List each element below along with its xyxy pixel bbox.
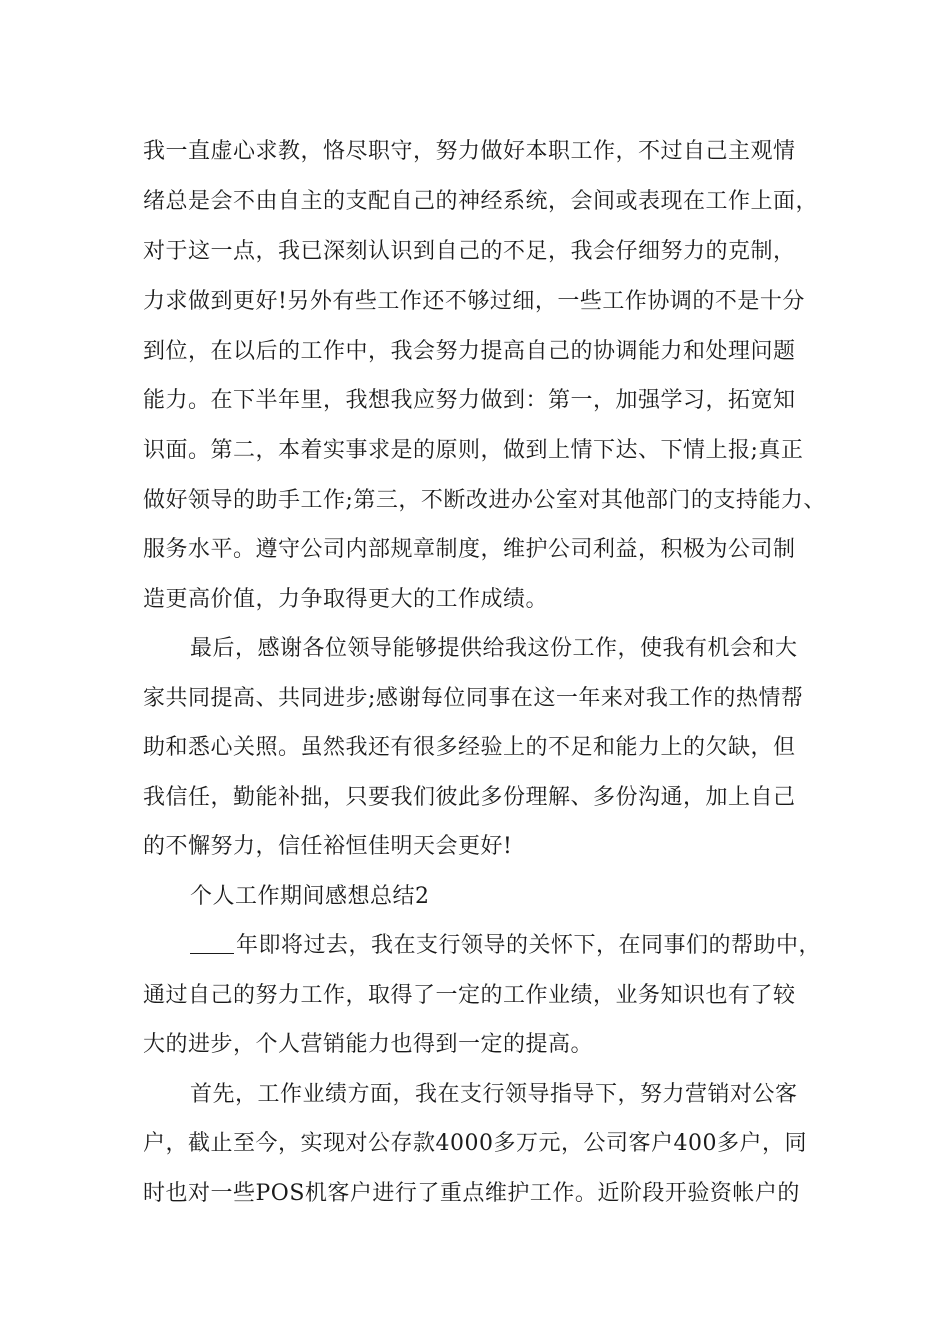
- text-line: 做好领导的助手工作;第三，不断改进办公室对其他部门的支持能力、: [143, 488, 826, 513]
- text-line: 对于这一点，我已深刻认识到自己的不足，我会仔细努力的克制，: [143, 239, 796, 264]
- text-line: 助和悉心关照。虽然我还有很多经验上的不足和能力上的欠缺，但: [143, 735, 796, 760]
- text-line: 能力。在下半年里，我想我应努力做到：第一，加强学习，拓宽知: [143, 388, 796, 413]
- text-line: 识面。第二，本着实事求是的原则，做到上情下达、下情上报;真正: [143, 438, 804, 463]
- text-line: 力求做到更好!另外有些工作还不够过细，一些工作协调的不是十分: [143, 289, 805, 314]
- text-line: 到位，在以后的工作中，我会努力提高自己的协调能力和处理问题: [143, 339, 796, 364]
- paragraph-start-line: 最后，感谢各位领导能够提供给我这份工作，使我有机会和大: [190, 636, 798, 661]
- section-heading: 个人工作期间感想总结2: [190, 884, 430, 909]
- text-line: 时也对一些POS机客户进行了重点维护工作。近阶段开验资帐户的: [143, 1181, 800, 1206]
- text-line: 户，截止至今，实现对公存款4000多万元，公司客户400多户，同: [143, 1131, 807, 1156]
- text-line: 我信任，勤能补拙，只要我们彼此多份理解、多份沟通，加上自己: [143, 785, 796, 810]
- paragraph-start-line: 首先，工作业绩方面，我在支行领导指导下，努力营销对公客: [190, 1082, 798, 1107]
- text-line: 绪总是会不由自主的支配自己的神经系统，会间或表现在工作上面，: [143, 189, 819, 214]
- text-line: 通过自己的努力工作，取得了一定的工作业绩，业务知识也有了较: [143, 983, 796, 1008]
- text-line: 服务水平。遵守公司内部规章制度，维护公司利益，积极为公司制: [143, 537, 796, 562]
- text-line-content: 年即将过去，我在支行领导的关怀下，在同事们的帮助中，: [236, 933, 822, 958]
- text-line: 我一直虚心求教，恪尽职守，努力做好本职工作，不过自己主观情: [143, 139, 796, 164]
- fill-in-blank: [190, 931, 234, 954]
- text-line: 的不懈努力，信任裕恒佳明天会更好!: [143, 834, 513, 859]
- text-line: 造更高价值，力争取得更大的工作成绩。: [143, 587, 549, 612]
- text-line: 家共同提高、共同进步;感谢每位同事在这一年来对我工作的热情帮: [143, 686, 804, 711]
- text-line: 大的进步，个人营销能力也得到一定的提高。: [143, 1032, 594, 1057]
- paragraph-start-line: [190, 921, 821, 971]
